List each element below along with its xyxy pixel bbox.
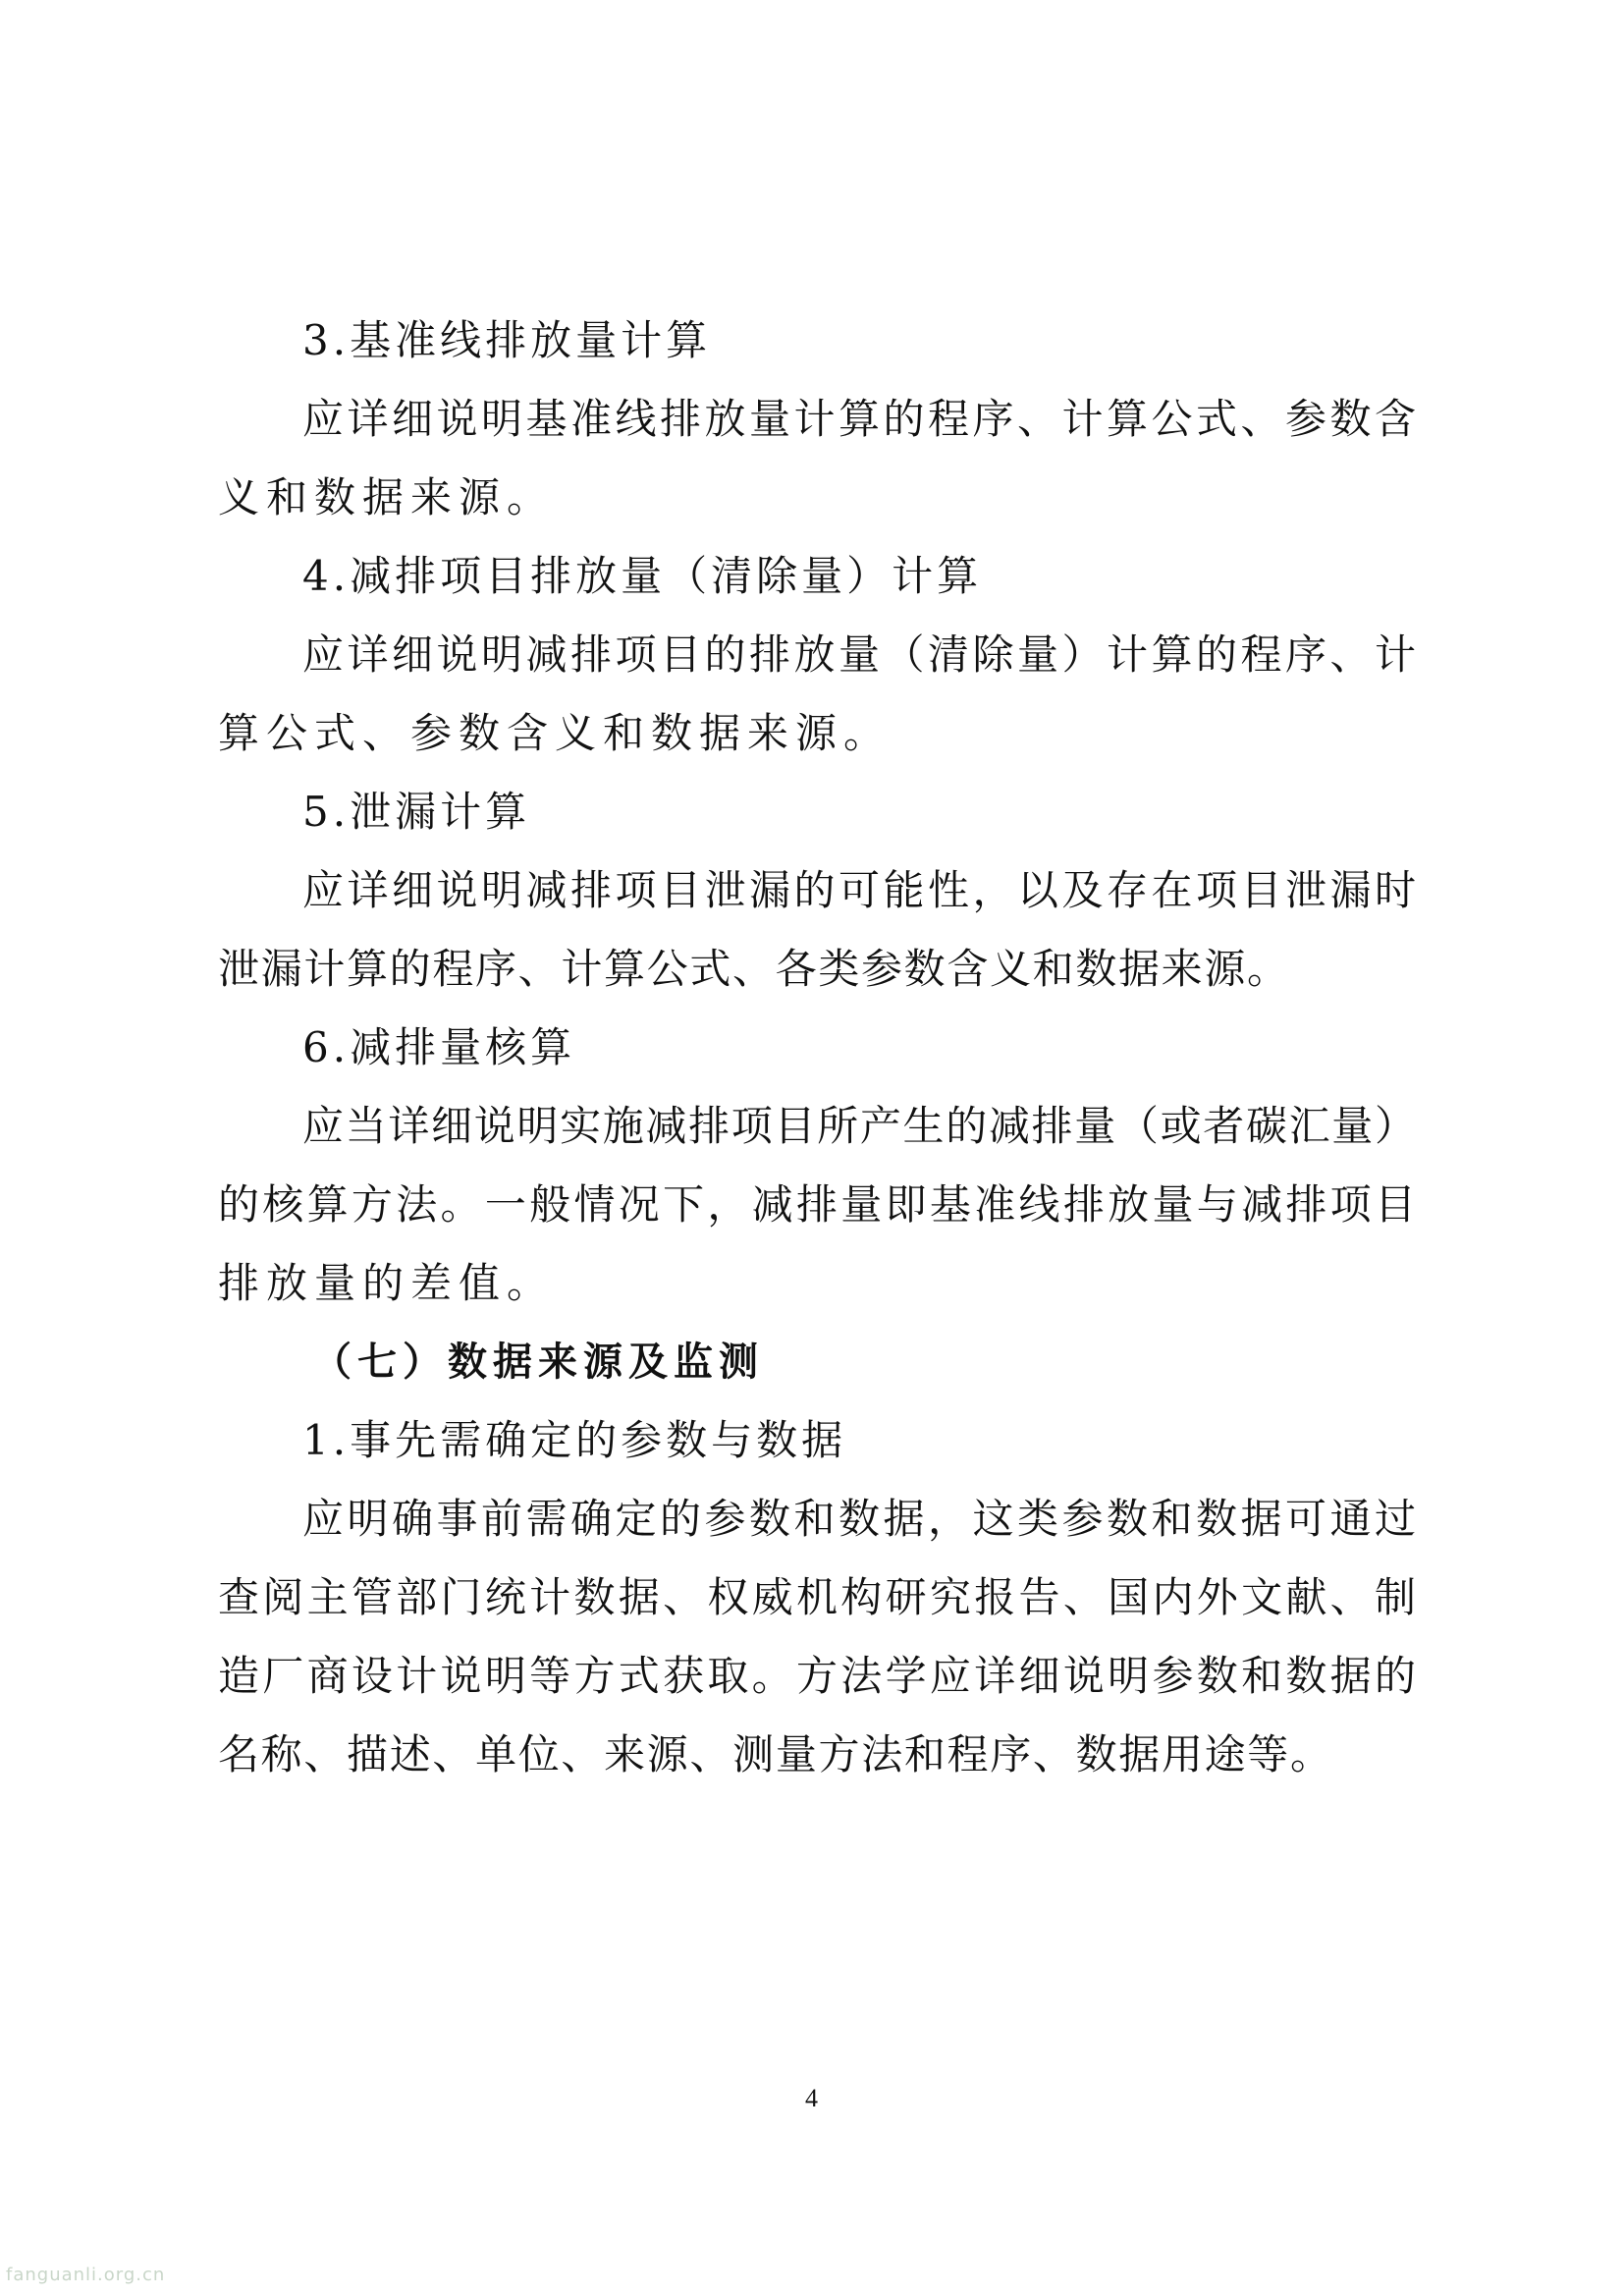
paragraph-line: 应详细说明减排项目的排放量（清除量）计算的程序、计 [302, 630, 1416, 679]
paragraph-line: 应详细说明基准线排放量计算的程序、计算公式、参数含 [302, 395, 1416, 443]
paragraph-line: 造厂商设计说明等方式获取。方法学应详细说明参数和数据的 [218, 1652, 1416, 1700]
paragraph-line: 排放量的差值。 [218, 1259, 556, 1307]
heading-predetermined-parameters: 1.事先需确定的参数与数据 [302, 1416, 847, 1464]
paragraph-line: 应明确事前需确定的参数和数据，这类参数和数据可通过 [302, 1495, 1416, 1543]
heading-reduction-accounting: 6.减排量核算 [302, 1023, 576, 1071]
paragraph-line: 泄漏计算的程序、计算公式、各类参数含义和数据来源。 [218, 945, 1288, 993]
paragraph-line: 应当详细说明实施减排项目所产生的减排量（或者碳汇量） [302, 1102, 1416, 1150]
heading-leakage: 5.泄漏计算 [302, 788, 531, 836]
page-number: 4 [805, 2084, 818, 2112]
heading-project-emission: 4.减排项目排放量（清除量）计算 [302, 552, 983, 600]
paragraph-line: 义和数据来源。 [218, 473, 556, 521]
heading-baseline-emission: 3.基准线排放量计算 [302, 316, 712, 364]
paragraph-line: 名称、描述、单位、来源、测量方法和程序、数据用途等。 [218, 1730, 1331, 1778]
paragraph-line: 算公式、参数含义和数据来源。 [218, 709, 893, 757]
paragraph-line: 查阅主管部门统计数据、权威机构研究报告、国内外文献、制 [218, 1573, 1416, 1621]
paragraph-line: 应详细说明减排项目泄漏的可能性，以及存在项目泄漏时 [302, 866, 1416, 914]
paragraph-line: 的核算方法。一般情况下，减排量即基准线排放量与减排项目 [218, 1180, 1416, 1229]
watermark-text: fanguanli.org.cn [6, 2265, 166, 2285]
section-heading-data-monitoring: （七）数据来源及监测 [312, 1339, 764, 1385]
